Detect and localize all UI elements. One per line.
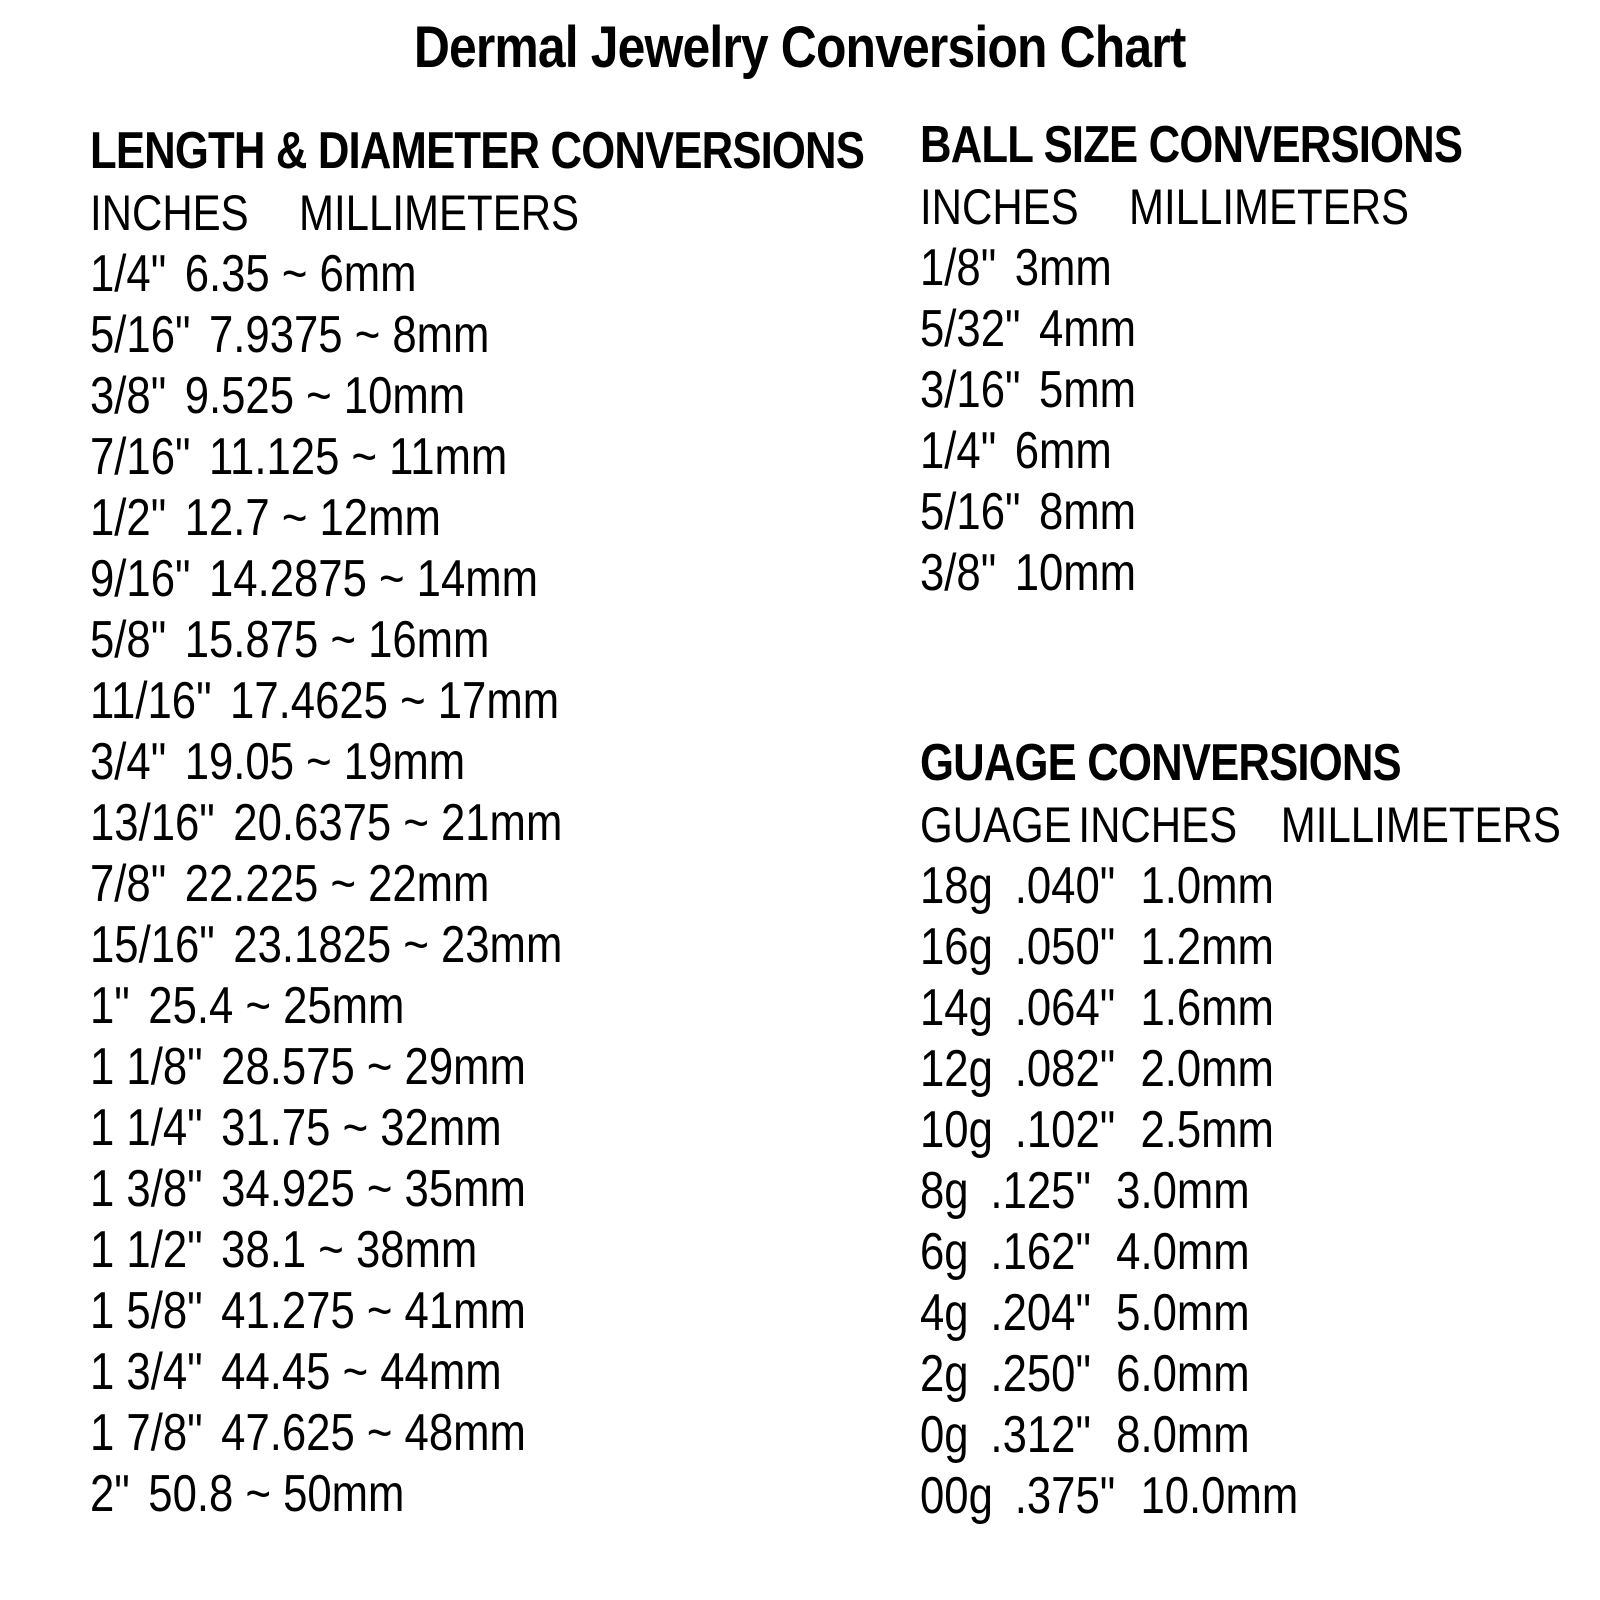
millimeters-value: 10mm: [1014, 544, 1137, 602]
inches-value: 7/16": [90, 428, 191, 486]
table-row: [90, 366, 864, 427]
inches-value: 1 1/4": [90, 1099, 203, 1157]
table-row: [920, 421, 1561, 482]
table-row: [90, 305, 864, 366]
table-row: [90, 1281, 864, 1342]
inches-value: 1 5/8": [90, 1282, 203, 1340]
millimeters-value: 25.4 ~ 25mm: [148, 977, 405, 1035]
table-row: [920, 482, 1561, 543]
table-row: [920, 543, 1561, 604]
inches-value: 1 7/8": [90, 1404, 203, 1462]
gauge-value: 00g: [920, 1467, 993, 1525]
gauge-heading: GUAGE CONVERSIONS: [920, 734, 1401, 792]
inches-value: .375": [1014, 1467, 1116, 1525]
millimeters-value: 47.625 ~ 48mm: [221, 1404, 526, 1462]
table-row: [90, 488, 864, 549]
inches-value: .204": [990, 1284, 1091, 1342]
table-row: [920, 856, 1561, 917]
table-row: [90, 1098, 864, 1159]
millimeters-value: 22.225 ~ 22mm: [184, 855, 490, 913]
millimeters-value: 8mm: [1039, 483, 1137, 541]
gauge-value: 16g: [920, 918, 993, 976]
millimeters-value: 20.6375 ~ 21mm: [233, 794, 563, 852]
inches-value: .250": [990, 1345, 1091, 1403]
inches-value: .040": [1014, 857, 1116, 915]
table-row: [920, 238, 1561, 299]
inches-value: 1 3/8": [90, 1160, 203, 1218]
inches-value: 13/16": [90, 794, 215, 852]
millimeters-value: 5.0mm: [1116, 1284, 1250, 1342]
page-title: Dermal Jewelry Conversion Chart: [414, 15, 1186, 80]
inches-value: 3/4": [90, 733, 167, 791]
inches-value: 1/4": [90, 245, 167, 303]
inches-column-label: INCHES: [90, 185, 249, 241]
inches-value: 1 1/2": [90, 1221, 203, 1279]
table-row: [90, 1159, 864, 1220]
millimeters-value: 44.45 ~ 44mm: [221, 1343, 502, 1401]
millimeters-value: 28.575 ~ 29mm: [221, 1038, 526, 1096]
millimeters-value: 19.05 ~ 19mm: [184, 733, 466, 791]
millimeters-value: 8.0mm: [1116, 1406, 1250, 1464]
right-column: [920, 114, 1561, 1527]
gauge-value: 18g: [920, 857, 993, 915]
table-row: [920, 299, 1561, 360]
table-row: [920, 917, 1561, 978]
millimeters-column-label: MILLIMETERS: [299, 185, 580, 241]
inches-value: 1 3/4": [90, 1343, 203, 1401]
table-row: [90, 1220, 864, 1281]
table-row: [90, 793, 864, 854]
gauge-value: 14g: [920, 979, 993, 1037]
inches-value: 3/16": [920, 361, 1021, 419]
gauge-value: 4g: [920, 1284, 969, 1342]
inches-value: 2": [90, 1465, 130, 1523]
inches-value: 9/16": [90, 550, 191, 608]
inches-value: .125": [990, 1162, 1091, 1220]
millimeters-value: 2.0mm: [1140, 1040, 1274, 1098]
gauge-value: 12g: [920, 1040, 993, 1098]
table-row: [920, 360, 1561, 421]
table-row: [920, 978, 1561, 1039]
inches-value: .102": [1014, 1101, 1116, 1159]
inches-column-label: INCHES: [1078, 797, 1238, 853]
table-row: [90, 1464, 864, 1525]
millimeters-value: 10.0mm: [1140, 1467, 1299, 1525]
gauge-value: 8g: [920, 1162, 969, 1220]
gauge-column-label: GUAGE: [920, 797, 1072, 853]
table-row: [90, 854, 864, 915]
table-row: [920, 1344, 1561, 1405]
millimeters-value: 15.875 ~ 16mm: [184, 611, 490, 669]
table-row: [920, 1039, 1561, 1100]
inches-value: 1/8": [920, 239, 997, 297]
millimeters-value: 1.2mm: [1140, 918, 1274, 976]
inches-value: 1": [90, 977, 130, 1035]
page-title-wrap: [0, 14, 1600, 81]
table-row: [920, 1405, 1561, 1466]
length-diameter-heading: LENGTH & DIAMETER CONVERSIONS: [90, 122, 865, 180]
inches-value: 11/16": [90, 672, 212, 730]
table-row: [90, 1342, 864, 1403]
millimeters-value: 4mm: [1039, 300, 1137, 358]
length-diameter-column-labels: [90, 182, 864, 244]
millimeters-value: 9.525 ~ 10mm: [184, 367, 466, 425]
gauge-section: [920, 732, 1561, 1527]
inches-value: 5/8": [90, 611, 167, 669]
table-row: [920, 1283, 1561, 1344]
millimeters-value: 11.125 ~ 11mm: [209, 428, 508, 486]
millimeters-value: 4.0mm: [1116, 1223, 1250, 1281]
inches-value: .312": [990, 1406, 1091, 1464]
inches-value: 5/16": [920, 483, 1021, 541]
millimeters-value: 3mm: [1014, 239, 1112, 297]
millimeters-value: 41.275 ~ 41mm: [221, 1282, 526, 1340]
inches-value: 7/8": [90, 855, 167, 913]
gauge-value: 0g: [920, 1406, 969, 1464]
ball-size-section: [920, 114, 1561, 604]
millimeters-value: 12.7 ~ 12mm: [184, 489, 441, 547]
table-row: [90, 915, 864, 976]
millimeters-value: 17.4625 ~ 17mm: [230, 672, 560, 730]
millimeters-value: 1.0mm: [1140, 857, 1274, 915]
gauge-value: 10g: [920, 1101, 993, 1159]
table-row: [90, 549, 864, 610]
gauge-column-labels: [920, 794, 1561, 856]
inches-value: .082": [1014, 1040, 1116, 1098]
table-row: [90, 976, 864, 1037]
inches-value: 3/8": [920, 544, 997, 602]
inches-value: 1/2": [90, 489, 167, 547]
millimeters-value: 2.5mm: [1140, 1101, 1274, 1159]
table-row: [90, 1403, 864, 1464]
millimeters-value: 3.0mm: [1116, 1162, 1250, 1220]
millimeters-value: 38.1 ~ 38mm: [221, 1221, 478, 1279]
millimeters-value: 14.2875 ~ 14mm: [209, 550, 539, 608]
inches-value: 3/8": [90, 367, 167, 425]
gauge-value: 2g: [920, 1345, 969, 1403]
table-row: [90, 610, 864, 671]
inches-value: 15/16": [90, 916, 215, 974]
millimeters-value: 6.0mm: [1116, 1345, 1250, 1403]
inches-value: .064": [1014, 979, 1116, 1037]
millimeters-column-label: MILLIMETERS: [1129, 179, 1410, 235]
table-row: [920, 1161, 1561, 1222]
length-diameter-section: [90, 120, 864, 1525]
table-row: [90, 244, 864, 305]
table-row: [920, 1466, 1561, 1527]
inches-value: .162": [990, 1223, 1091, 1281]
table-row: [920, 1100, 1561, 1161]
inches-value: 1 1/8": [90, 1038, 203, 1096]
millimeters-value: 6mm: [1014, 422, 1112, 480]
inches-value: 1/4": [920, 422, 997, 480]
ball-size-heading: BALL SIZE CONVERSIONS: [920, 116, 1463, 174]
inches-value: 5/16": [90, 306, 191, 364]
inches-value: 5/32": [920, 300, 1021, 358]
inches-column-label: INCHES: [920, 179, 1079, 235]
table-row: [90, 427, 864, 488]
millimeters-value: 7.9375 ~ 8mm: [209, 306, 490, 364]
millimeters-value: 31.75 ~ 32mm: [221, 1099, 502, 1157]
table-row: [920, 1222, 1561, 1283]
millimeters-value: 23.1825 ~ 23mm: [233, 916, 563, 974]
millimeters-value: 1.6mm: [1140, 979, 1274, 1037]
inches-value: .050": [1014, 918, 1116, 976]
table-row: [90, 732, 864, 793]
millimeters-column-label: MILLIMETERS: [1280, 797, 1561, 853]
gauge-value: 6g: [920, 1223, 969, 1281]
ball-size-column-labels: [920, 176, 1561, 238]
millimeters-value: 6.35 ~ 6mm: [184, 245, 417, 303]
millimeters-value: 50.8 ~ 50mm: [148, 1465, 405, 1523]
millimeters-value: 5mm: [1039, 361, 1137, 419]
millimeters-value: 34.925 ~ 35mm: [221, 1160, 526, 1218]
table-row: [90, 671, 864, 732]
table-row: [90, 1037, 864, 1098]
